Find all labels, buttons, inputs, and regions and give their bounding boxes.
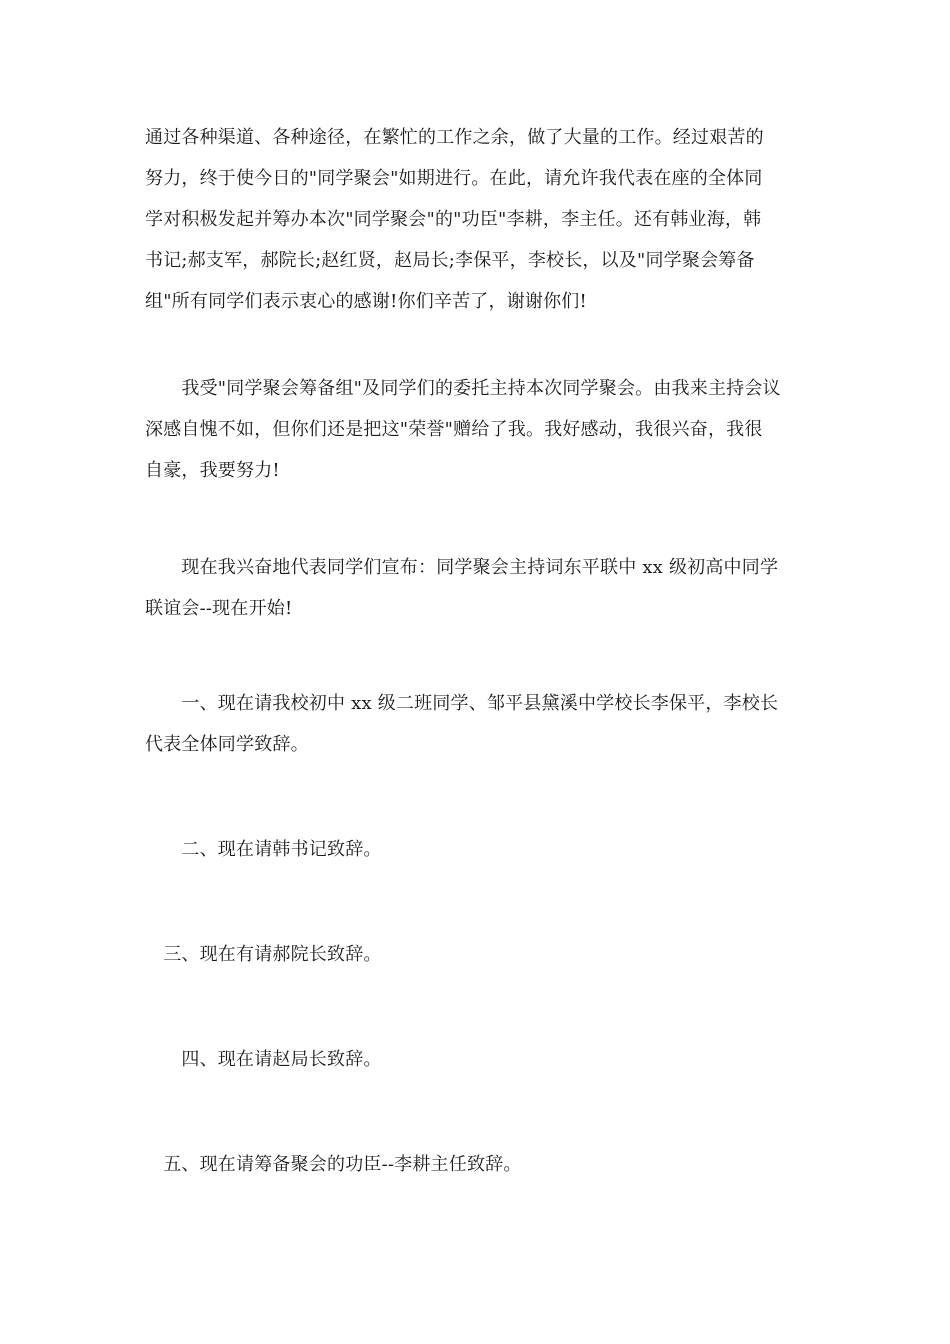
agenda-item-4 bbox=[145, 1039, 807, 1080]
text-line: 三、现在有请郝院长致辞。 bbox=[145, 944, 382, 965]
agenda-item-2 bbox=[145, 829, 807, 870]
text-line: 代表全体同学致辞。 bbox=[145, 734, 309, 755]
text-line: 四、现在请赵局长致辞。 bbox=[145, 1049, 382, 1070]
text-line: 联谊会--现在开始! bbox=[145, 598, 293, 619]
text-line: 学对积极发起并筹办本次"同学聚会"的"功臣"李耕，李主任。还有韩业海，韩 bbox=[145, 209, 762, 230]
text-line: 我受"同学聚会筹备组"及同学们的委托主持本次同学聚会。由我来主持会议 bbox=[145, 378, 781, 399]
paragraph-announcement bbox=[145, 547, 807, 629]
text-line: 自豪，我要努力! bbox=[145, 460, 280, 481]
text-line: 现在我兴奋地代表同学们宣布：同学聚会主持词东平联中 xx 级初高中同学 bbox=[145, 557, 779, 578]
text-line: 通过各种渠道、各种途径，在繁忙的工作之余，做了大量的工作。经过艰苦的 bbox=[145, 127, 764, 148]
text-line: 组"所有同学们表示衷心的感谢!你们辛苦了，谢谢你们! bbox=[145, 291, 587, 312]
text-line: 一、现在请我校初中 xx 级二班同学、邹平县黛溪中学校长李保平，李校长 bbox=[145, 693, 779, 714]
paragraph-host-intro bbox=[145, 368, 807, 491]
text-line: 书记;郝支军，郝院长;赵红贤，赵局长;李保平，李校长，以及"同学聚会筹备 bbox=[145, 250, 755, 271]
text-line: 努力，终于使今日的"同学聚会"如期进行。在此，请允许我代表在座的全体同 bbox=[145, 168, 763, 189]
agenda-item-1 bbox=[145, 683, 807, 765]
text-line: 二、现在请韩书记致辞。 bbox=[145, 839, 382, 860]
text-line: 五、现在请筹备聚会的功臣--李耕主任致辞。 bbox=[145, 1154, 522, 1175]
paragraph-thanks bbox=[145, 117, 807, 322]
text-line: 深感自愧不如，但你们还是把这"荣誉"赠给了我。我好感动，我很兴奋，我很 bbox=[145, 419, 763, 440]
agenda-item-3 bbox=[145, 934, 807, 975]
agenda-item-5 bbox=[145, 1144, 807, 1185]
